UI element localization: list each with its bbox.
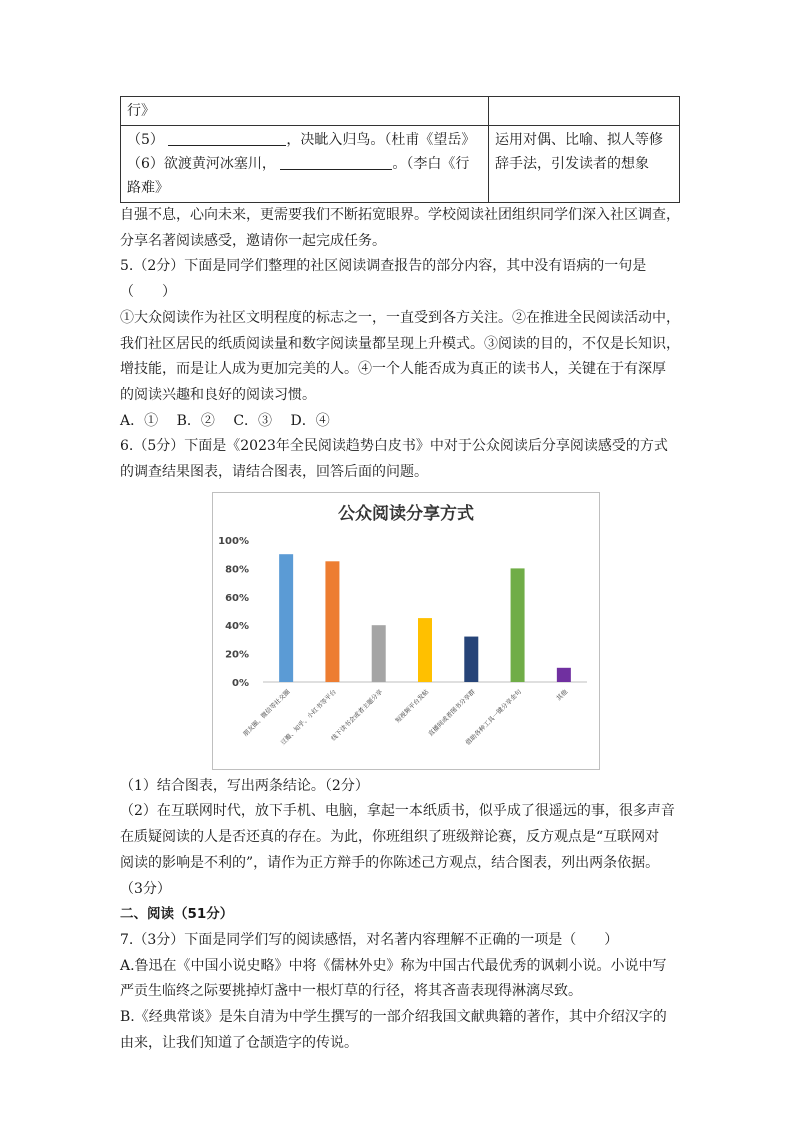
q5-body: 我们社区居民的纸质阅读量和数字阅读量都呈现上升模式。③阅读的目的，不仅是长知识， (120, 335, 680, 352)
q7-option-a: 严贡生临终之际要挑掉灯盏中一根灯草的行径，将其吝啬表现得淋漓尽致。 (120, 983, 582, 1000)
bar (464, 636, 478, 681)
bar (418, 618, 432, 682)
table-cell (489, 126, 680, 203)
table-cell (489, 97, 680, 126)
q7-option-a: A.鲁迅在《中国小说史略》中将《儒林外史》称为中国古代最优秀的讽刺小说。小说中写 (120, 957, 667, 974)
bar (372, 625, 386, 682)
cell-text: 运用对偶、比喻、拟人等修 (495, 132, 663, 148)
blank-label: （5） (127, 132, 164, 148)
y-tick-label: 20% (225, 649, 249, 661)
q5-options (120, 409, 680, 435)
table-row (121, 97, 680, 126)
q7-option-b: B.《经典常谈》是朱自清为中学生撰写的一部介绍我国文献典籍的著作，其中介绍汉字的 (120, 1009, 667, 1026)
bar (557, 668, 571, 682)
x-tick-label: 其他 (555, 688, 570, 703)
bar (279, 554, 293, 682)
q5-stem: 5.（2分）下面是同学们整理的社区阅读调查报告的部分内容，其中没有语病的一句是 (120, 258, 647, 275)
bar (511, 568, 525, 682)
section-heading: 二、阅读（51分） (120, 906, 234, 923)
q6-stem: 6.（5分）下面是《2023年全民阅读趋势白皮书》中对于公众阅读后分享阅读感受的方式 (120, 438, 668, 455)
table-row (121, 126, 680, 203)
intro-text: 分享名著阅读感受，邀请你一起完成任务。 (120, 232, 386, 249)
y-tick-label: 60% (225, 592, 249, 604)
q6-stem: 的调查结果图表，请结合图表，回答后面的问题。 (120, 464, 428, 481)
intro-text: 自强不息，心向未来，更需要我们不断拓宽眼界。学校阅读社团组织同学们深入社区调查， (120, 207, 680, 223)
q6-sub2: 阅读的影响是不利的”，请作为正方辩手的你陈述己方观点，结合图表，列出两条依据。 (120, 854, 660, 871)
q7-stem: 7.（3分）下面是同学们写的阅读感悟，对名著内容理解不正确的一项是（ ） (120, 931, 619, 948)
q5-stem: （ ） (120, 284, 176, 301)
poem-table (120, 96, 680, 203)
q6-sub2: 在质疑阅读的人是否还真的存在。为此，你班组织了班级辩论赛，反方观点是“互联网对 (120, 829, 660, 846)
bar (325, 561, 339, 682)
answer-blank[interactable] (280, 154, 392, 170)
bars (279, 554, 571, 682)
q6-sub2: （2）在互联网时代，放下手机、电脑，拿起一本纸质书，似乎成了很遥远的事，很多声音 (120, 803, 675, 820)
x-tick-label: 豆瓣、知乎、小红书等平台 (279, 688, 338, 747)
option-d[interactable]: D．④ (290, 412, 330, 429)
x-axis (241, 686, 570, 746)
option-b[interactable]: B．② (176, 412, 215, 429)
poem-line: ，决眦入归鸟。（杜甫《望岳》 (286, 132, 476, 148)
y-tick-label: 0% (232, 677, 249, 689)
y-tick-label: 40% (225, 620, 249, 632)
cell-text: 辞手法，引发读者的想象 (495, 156, 649, 172)
answer-blank[interactable] (168, 130, 286, 146)
x-tick-label: 借助各种工具一键分享金句 (464, 688, 523, 747)
exam-page (120, 96, 680, 1056)
poem-line: 。（李白《行路难》 (127, 156, 470, 196)
table-cell: 行》 (121, 97, 489, 126)
x-tick-label: 朋友圈、微信等社交圈 (242, 688, 292, 738)
q6-sub1: （1）结合图表，写出两条结论。（2分） (120, 777, 369, 794)
poem-line: （6）欲渡黄河冰塞川， (127, 156, 276, 172)
q5-body: 的阅读兴趣和良好的阅读习惯。 (120, 386, 316, 403)
y-tick-label: 80% (225, 564, 249, 576)
chart-svg (213, 493, 599, 769)
q5-body: 增技能，而是让人成为更加完美的人。④一个人能否成为真正的读书人，关键在于有深厚 (120, 361, 666, 378)
q7-option-b: 由来，让我们知道了仓颉造字的传说。 (120, 1034, 358, 1051)
q6-sub2: （3分） (120, 880, 171, 897)
y-tick-label: 100% (218, 535, 249, 547)
y-axis (218, 536, 587, 689)
option-c[interactable]: C．③ (233, 412, 273, 429)
x-tick-label: 线下读书会或者主题分享 (330, 688, 385, 743)
chart-title: 公众阅读分享方式 (338, 503, 474, 524)
table-cell (121, 126, 489, 203)
q5-body: ①大众阅读作为社区文明程度的标志之一，一直受到各方关注。②在推进全民阅读活动中， (120, 309, 680, 326)
bar-chart (212, 492, 600, 770)
x-tick-label: 直播间或者图书分享群 (427, 688, 477, 738)
option-a[interactable]: A．① (120, 412, 159, 429)
x-tick-label: 短视频平台发帖 (394, 688, 431, 725)
